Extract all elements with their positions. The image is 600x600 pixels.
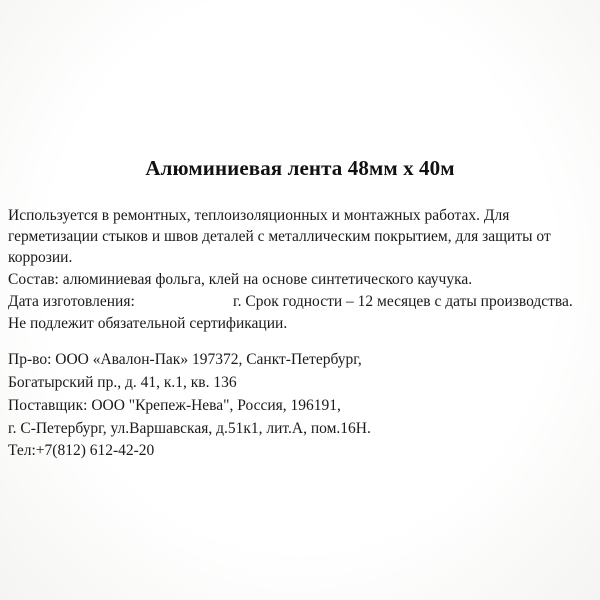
description-line-1: Используется в ремонтных, теплоизоляционных и монтажных работах. Для (8, 207, 510, 224)
manufacture-date-label: Дата изготовления: (8, 293, 135, 310)
product-title: Алюминиевая лента 48мм х 40м (145, 156, 455, 180)
phone-text: Тел:+7(812) 612-42-20 (8, 442, 155, 459)
certification-text: Не подлежит обязательной сертификации. (8, 315, 288, 332)
shelf-life-text: г. Срок годности – 12 месяцев с даты производства. (233, 293, 573, 310)
producer-line-1: Пр-во: ООО «Авалон-Пак» 197372, Санкт-Петербург, (8, 351, 362, 368)
supplier-line-2: г. С-Петербург, ул.Варшавская, д.51к1, лит.А, пом.16Н. (8, 420, 371, 437)
description-line-2: герметизации стыков и швов деталей с металлическим покрытием, для защиты от (8, 228, 551, 245)
composition-text: Состав: алюминиевая фольга, клей на основе синтетического каучука. (8, 271, 473, 288)
supplier-line-1: Поставщик: ООО "Крепеж-Нева", Россия, 196191, (8, 397, 341, 414)
producer-line-2: Богатырский пр., д. 41, к.1, кв. 136 (8, 374, 237, 391)
description-line-3: коррозии. (8, 249, 73, 266)
